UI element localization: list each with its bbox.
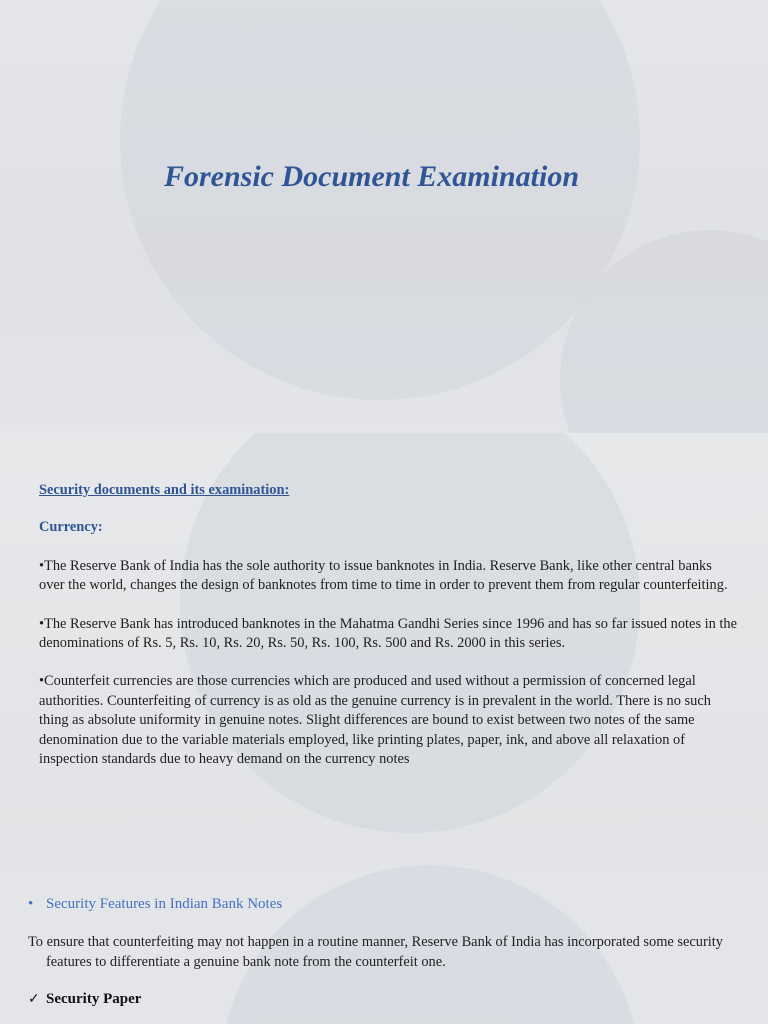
check-list-item: [28, 991, 141, 1008]
bullet-dot: •: [28, 896, 34, 912]
checkmark-icon: ✓: [28, 991, 40, 1007]
intro-paragraph: To ensure that counterfeiting may not happen in a routine manner, Reserve Bank of India has incorporated some security features to differentiate a genuine bank note from the counterfeit one.: [28, 934, 723, 970]
paragraph-sole-authority: •The Reserve Bank of India has the sole authority to issue banknotes in India. Reserve Bank, like other central banks over the world, changes the design of banknotes from time to time in order to prevent them from regular counterfeiting.: [39, 557, 728, 594]
currency-subheading: Currency:: [39, 519, 103, 536]
bullet-heading: [28, 896, 282, 913]
slide-content: [39, 481, 739, 788]
section-heading-link[interactable]: Security documents and its examination:: [39, 482, 290, 498]
watermark-shape: [120, 0, 640, 400]
currency-slide: [0, 433, 768, 865]
security-features-slide: [0, 865, 768, 1024]
check-item-label: Security Paper: [46, 991, 142, 1007]
paragraph-gandhi-series: •The Reserve Bank has introduced banknotes in the Mahatma Gandhi Series since 1996 and has so far issued notes in the denominations of Rs. 5, Rs. 10, Rs. 20, Rs. 50, Rs. 100, Rs. 500 and Rs. 2000 in this series.: [39, 615, 738, 652]
bullet-heading-text: Security Features in Indian Bank Notes: [46, 896, 283, 912]
slide-title: Forensic Document Examination: [163, 160, 580, 193]
paragraph-counterfeit: •Counterfeit currencies are those currencies which are produced and used without a permission of concerned legal authorities. Counterfeiting of currency is as old as the genuine currency is in prevalent in the world. There is no such thing as absolute uniformity in genuine notes. Slight differences are bound to exist between two notes of the same denomination due to the variable materials employed, like printing plates, paper, ink, and above all relaxation of inspection standards due to heavy demand on the currency notes: [39, 673, 711, 768]
title-slide: [0, 0, 768, 433]
